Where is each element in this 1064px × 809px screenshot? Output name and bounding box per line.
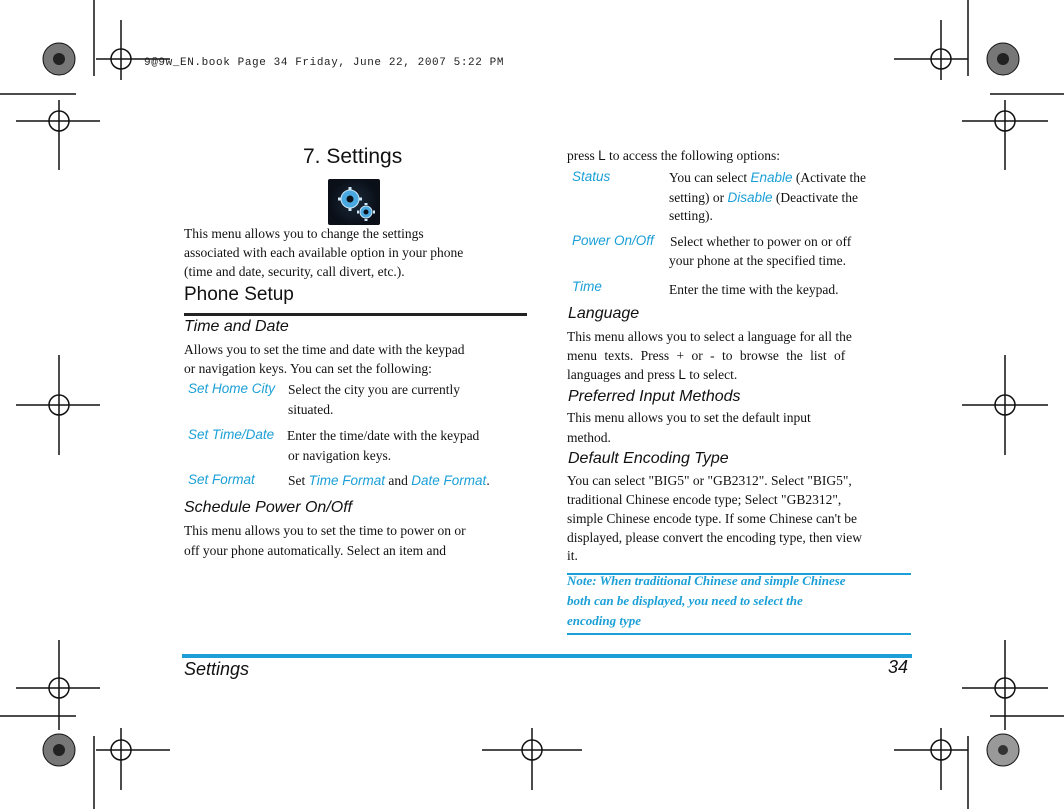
encoding-text-2: traditional Chinese encode type; Select "GB2312", bbox=[567, 492, 842, 507]
settings-gear-icon bbox=[328, 179, 380, 225]
section-rule bbox=[184, 313, 527, 316]
registration-target-icon bbox=[16, 100, 100, 170]
press-key-glyph: L bbox=[598, 148, 606, 163]
note-line-3: encoding type bbox=[567, 613, 642, 628]
registration-target-icon bbox=[894, 20, 968, 80]
time-date-text-2: or navigation keys. You can set the following: bbox=[184, 361, 432, 376]
set-format-mid: and bbox=[385, 473, 412, 488]
subsection-title-language: Language bbox=[568, 305, 640, 322]
intro-line-2: associated with each available option in your phone bbox=[184, 245, 464, 260]
section-title-phone-setup: Phone Setup bbox=[184, 284, 294, 305]
registration-target-icon bbox=[96, 20, 170, 80]
subsection-title-schedule: Schedule Power On/Off bbox=[184, 499, 353, 516]
option-desc-status-2 bbox=[669, 188, 887, 208]
registration-target-icon bbox=[962, 100, 1048, 170]
language-line3-post: to select. bbox=[685, 367, 738, 382]
note-line-1: Note: When traditional Chinese and simple Chinese bbox=[567, 573, 846, 588]
footer-section-name: Settings bbox=[184, 659, 250, 679]
subsection-title-input-methods: Preferred Input Methods bbox=[568, 388, 741, 405]
subsection-title-encoding: Default Encoding Type bbox=[568, 450, 729, 467]
language-text-2: menu texts. Press + or - to browse the list of bbox=[567, 348, 846, 363]
press-line bbox=[567, 146, 780, 165]
schedule-text-2: off your phone automatically. Select an item and bbox=[184, 543, 447, 558]
intro-line-3: (time and date, security, call divert, etc.). bbox=[184, 264, 405, 279]
registration-target-icon bbox=[962, 355, 1048, 455]
language-line3-pre: languages and press bbox=[567, 367, 679, 382]
input-methods-text-2: method. bbox=[567, 430, 611, 445]
press-line-post: to access the following options: bbox=[605, 148, 780, 163]
registration-target-icon bbox=[16, 355, 100, 455]
option-label-set-home-city: Set Home City bbox=[188, 381, 276, 396]
set-format-prefix: Set bbox=[288, 473, 309, 488]
option-desc-set-format bbox=[288, 471, 490, 491]
status-desc1-post: (Activate the bbox=[792, 170, 867, 185]
book-header-line: 9@9w_EN.book Page 34 Friday, June 22, 2007 5:22 PM bbox=[144, 57, 505, 69]
status-desc1-pre: You can select bbox=[669, 170, 751, 185]
disable-link: Disable bbox=[727, 190, 773, 205]
registration-target-icon bbox=[96, 728, 170, 790]
press-line-pre: press bbox=[567, 148, 599, 163]
option-desc-status-1 bbox=[669, 168, 887, 188]
option-label-time: Time bbox=[572, 279, 602, 294]
input-methods-text-1: This menu allows you to set the default input bbox=[567, 410, 811, 425]
starburst-mark-icon bbox=[43, 734, 75, 766]
starburst-mark-icon bbox=[43, 43, 75, 75]
option-desc-set-time-date-1: Enter the time/date with the keypad bbox=[287, 428, 480, 443]
footer-page-number: 34 bbox=[888, 657, 909, 677]
option-desc-status-3: setting). bbox=[669, 208, 713, 223]
starburst-mark-icon bbox=[987, 734, 1019, 766]
encoding-text-5: it. bbox=[567, 548, 578, 563]
option-label-power-on-off: Power On/Off bbox=[572, 233, 654, 248]
select-key-glyph: L bbox=[678, 367, 686, 382]
starburst-mark-icon bbox=[987, 43, 1019, 75]
option-desc-time: Enter the time with the keypad. bbox=[669, 282, 839, 297]
date-format-link: Date Format bbox=[411, 473, 487, 488]
footer-rule bbox=[182, 654, 912, 658]
status-desc2-pre: setting) or bbox=[669, 190, 728, 205]
encoding-text-4: displayed, please convert the encoding type, then view bbox=[567, 530, 863, 545]
time-format-link: Time Format bbox=[308, 473, 386, 488]
option-desc-set-time-date-2: or navigation keys. bbox=[288, 448, 392, 463]
encoding-text-1: You can select "BIG5" or "GB2312". Select "BIG5", bbox=[567, 473, 852, 488]
option-desc-power-2: your phone at the specified time. bbox=[669, 253, 846, 268]
status-desc2-post: (Deactivate the bbox=[772, 190, 858, 205]
set-format-suffix: . bbox=[486, 473, 490, 488]
language-text-1: This menu allows you to select a language for all the bbox=[567, 329, 852, 344]
note-line-2: both can be displayed, you need to select the bbox=[567, 593, 803, 608]
option-desc-set-home-city-1: Select the city you are currently bbox=[288, 382, 461, 397]
enable-link: Enable bbox=[750, 170, 793, 185]
schedule-text-1: This menu allows you to set the time to power on or bbox=[184, 523, 466, 538]
option-label-set-format: Set Format bbox=[188, 472, 255, 487]
language-text-3 bbox=[567, 365, 737, 384]
subsection-title-time-date: Time and Date bbox=[184, 318, 289, 335]
option-desc-set-home-city-2: situated. bbox=[288, 402, 334, 417]
chapter-title: 7. Settings bbox=[303, 145, 403, 168]
encoding-text-3: simple Chinese encode type. If some Chinese can't be bbox=[567, 511, 857, 526]
option-desc-power-1: Select whether to power on or off bbox=[670, 234, 852, 249]
time-date-text-1: Allows you to set the time and date with the keypad bbox=[184, 342, 465, 357]
option-label-set-time-date: Set Time/Date bbox=[188, 427, 275, 442]
registration-target-icon bbox=[894, 728, 968, 790]
option-label-status: Status bbox=[572, 169, 611, 184]
registration-target-icon bbox=[482, 728, 582, 790]
note-bottom-rule bbox=[567, 633, 911, 635]
intro-line-1: This menu allows you to change the settings bbox=[184, 226, 424, 241]
